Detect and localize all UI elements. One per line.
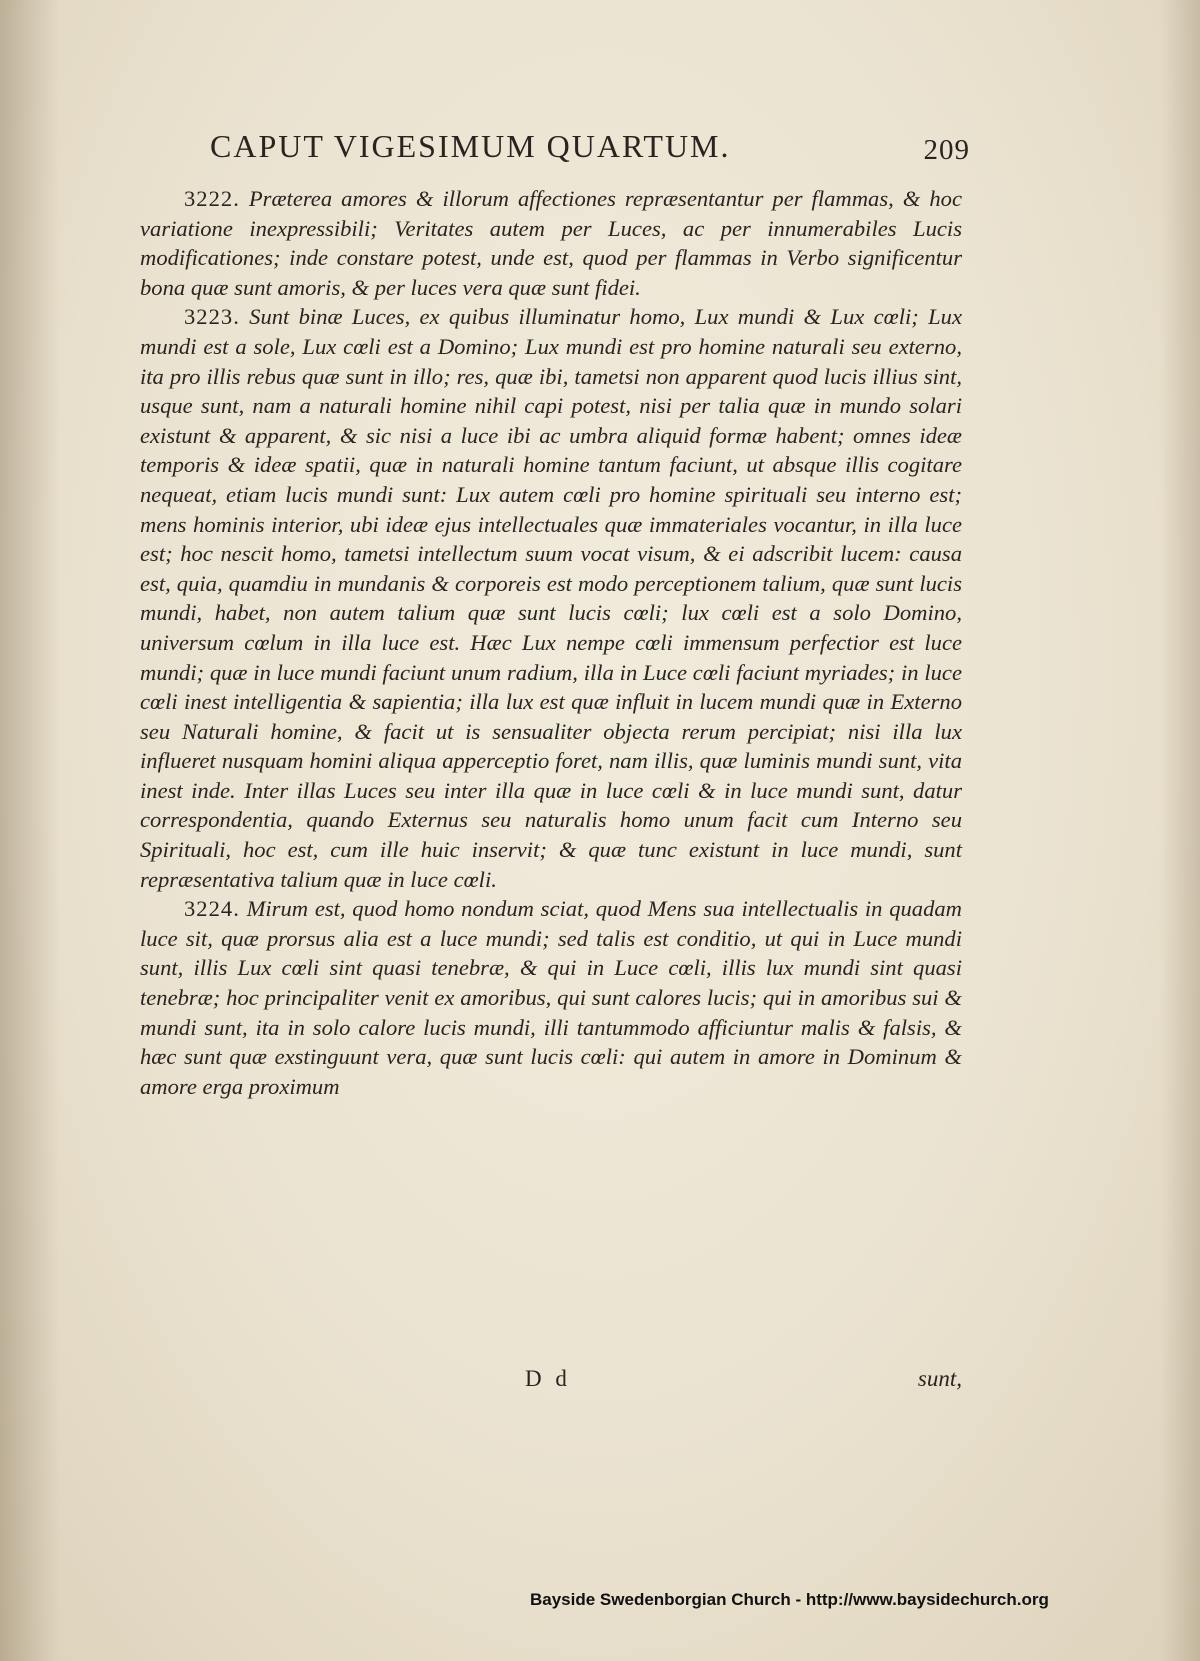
paragraph-3224 bbox=[140, 894, 962, 1101]
paragraph-text: Mirum est, quod homo nondum sciat, quod Mens sua intellectualis in quadam luce sit, quæ prorsus alia est a luce mundi; sed talis est conditio, ut qui in Luce mundi sunt, illis Lux cœli sint quasi tenebræ, & qui in Luce cœli, illis lux mundi sint quasi tenebræ; hoc principaliter venit ex amoribus, qui sunt calores lucis; qui in amoribus sui & mundi sunt, ita in solo calore lucis mundi, illi tantummodo afficiuntur malis & falsis, & hæc sunt quæ exstinguunt vera, quæ sunt lucis cœli: qui autem in amore in Dominum & amore erga proximum bbox=[140, 896, 962, 1099]
signature-mark: D d bbox=[525, 1366, 571, 1391]
catchword: sunt, bbox=[917, 1366, 962, 1391]
chapter-title: CAPUT VIGESIMUM QUARTUM. bbox=[210, 128, 731, 164]
text-body bbox=[140, 184, 962, 1101]
page-footer bbox=[140, 1366, 962, 1402]
paragraph-text: Præterea amores & illorum affectiones repræsentantur per flammas, & hoc variatione inexpressibili; Veritates autem per Luces, ac per innumerabiles Lucis modificationes; inde constare potest, unde est, quod per flammas in Verbo significentur bona quæ sunt amoris, & per luces vera quæ sunt fidei. bbox=[140, 186, 962, 300]
running-head bbox=[210, 128, 970, 174]
page-edge-shadow-left bbox=[0, 0, 60, 1661]
page-edge-shadow-right bbox=[1160, 0, 1200, 1661]
paragraph-number: 3224. bbox=[184, 896, 240, 922]
paragraph-text: Sunt binæ Luces, ex quibus illuminatur homo, Lux mundi & Lux cœli; Lux mundi est a sole, Lux cœli est a Domino; Lux mundi est pro homine naturali seu externo, ita pro illis rebus quæ sunt in illo; res, quæ ibi, tametsi non apparent quod lucis illius sint, usque sunt, nam a naturali homine nihil capi potest, nisi per talia quæ in mundo solari existunt & apparent, & sic nisi a luce ibi ac umbra aliquid formæ habent; omnes ideæ temporis & ideæ spatii, quæ in naturali homine tantum faciunt, ut absque illis cogitare nequeat, etiam lucis mundi sunt: Lux autem cœli pro homine spirituali seu interno est; mens hominis interior, ubi ideæ ejus intellectuales quæ immateriales vocantur, in illa luce est; hoc nescit homo, tametsi intellectum suum vocat visum, & ei adscribit lucem: causa est, quia, quamdiu in mundanis & corporeis est modo perceptionem talium, quæ sunt lucis mundi, habet, non autem talium quæ sunt lucis cœli; lux cœli est a solo Domino, universum cœlum in illa luce est. Hæc Lux nempe cœli immensum perfectior est luce mundi; quæ in luce mundi faciunt unum radium, illa in Luce cœli faciunt myriades; in luce cœli inest intelligentia & sapientia; illa lux est quæ influit in lucem mundi quæ in Externo seu Naturali homine, & facit ut is sensualiter objecta rerum percipiat; nisi illa lux influeret nusquam homini aliqua apperceptio foret, nam illis, quæ luminis mundi sunt, vita inest inde. Inter illas Luces seu inter illa quæ in luce cœli & in luce mundi sunt, datur correspondentia, quando Externus seu naturalis homo unum facit cum Interno seu Spirituali, hoc est, cum ille huic inservit; & quæ tunc existunt in luce mundi, sunt repræsentativa talium quæ in luce cœli. bbox=[140, 304, 962, 892]
paragraph-3222 bbox=[140, 184, 962, 302]
paragraph-3223 bbox=[140, 302, 962, 894]
paragraph-number: 3223. bbox=[184, 304, 240, 330]
paragraph-number: 3222. bbox=[184, 186, 240, 211]
page-number: 209 bbox=[923, 134, 970, 166]
source-watermark: Bayside Swedenborgian Church - http://www.baysidechurch.org bbox=[530, 1590, 1049, 1609]
